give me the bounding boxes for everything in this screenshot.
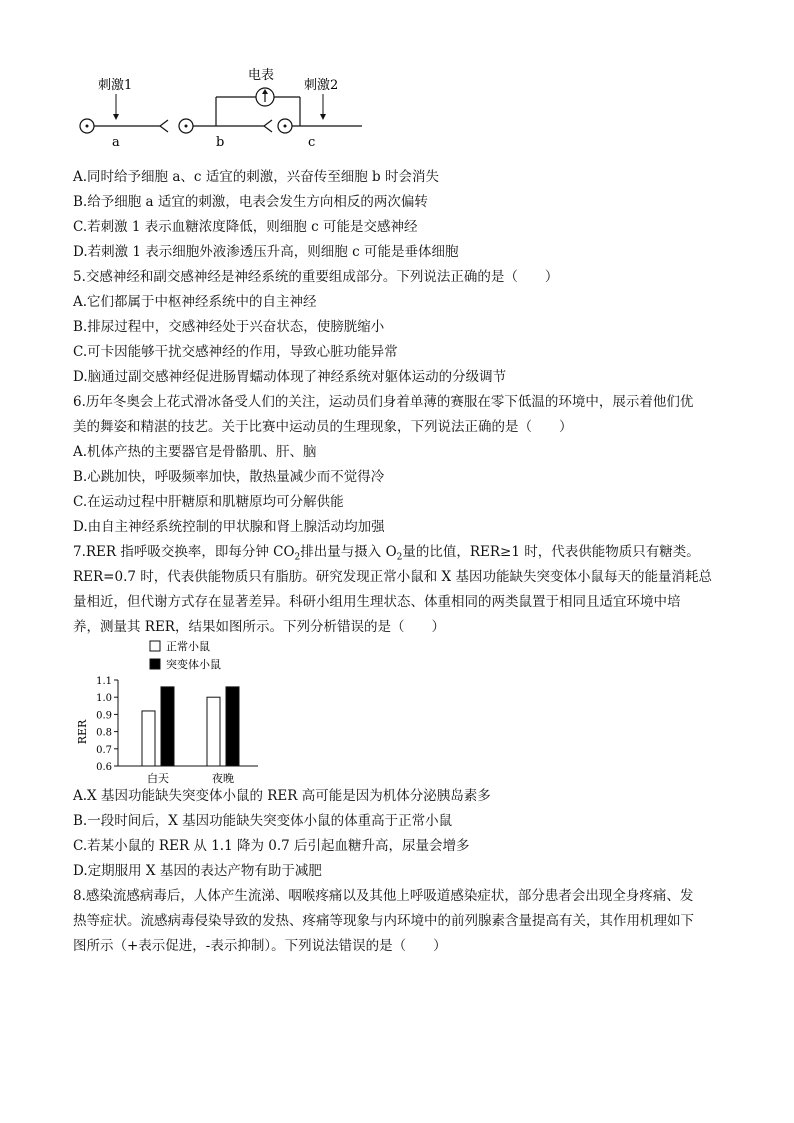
legend-label-mutant: 突变体小鼠 (166, 658, 221, 671)
x-category-label: 白天 (147, 772, 169, 785)
meter-label: 电表 (248, 68, 275, 83)
stimulus-1-label: 刺激1 (98, 78, 133, 93)
q4-option-c: C.若刺激 1 表示血糖浓度降低，则细胞 c 可能是交感神经 (73, 219, 418, 235)
q5-option-b: B.排尿过程中，交感神经处于兴奋状态，使膀胱缩小 (73, 319, 385, 335)
cell-a-label: a (112, 135, 120, 150)
x-category-label: 夜晚 (212, 772, 234, 785)
q4-option-d: D.若刺激 1 表示细胞外液渗透压升高，则细胞 c 可能是垂体细胞 (73, 244, 459, 260)
q7-option-c: C.若某小鼠的 RER 从 1.1 降为 0.7 后引起血糖升高，尿量会增多 (73, 838, 470, 854)
q7-stem-line-2: RER=0.7 时，代表供能物质只有脂肪。研究发现正常小鼠和 X 基因功能缺失突变体小鼠每天的能量消耗总 (73, 569, 712, 585)
y-tick-label: 1.1 (96, 676, 112, 687)
chart-legend (150, 639, 221, 671)
y-tick-label: 0.8 (96, 727, 112, 739)
q4-option-b: B.给予细胞 a 适宜的刺激，电表会发生方向相反的两次偏转 (73, 194, 428, 210)
q6-option-d: D.由自主神经系统控制的甲状腺和肾上腺活动均加强 (73, 519, 385, 535)
q6-option-b: B.心跳加快，呼吸频率加快，散热量减少而不觉得冷 (73, 469, 385, 485)
q7-stem-line-1: 7.RER 指呼吸交换率，即每分钟 $CO_2$排出量与摄入 $O_2$量的比值，RER≥1 时，代表供能物质只有糖类。 (73, 544, 700, 563)
stimulus-2-label: 刺激2 (304, 78, 339, 93)
q5-option-c: C.可卡因能够干扰交感神经的作用，导致心脏功能异常 (73, 344, 398, 360)
bar-normal-1 (207, 697, 220, 766)
q8-stem-line-3: 图所示（+表示促进，-表示抑制）。下列说法错误的是（ ） (73, 938, 447, 954)
y-tick-label: 0.9 (96, 710, 112, 722)
q4-option-a: A.同时给予细胞 a、c 适宜的刺激，兴奋传至细胞 b 时会消失 (73, 169, 439, 185)
neuron-diagram (68, 60, 388, 160)
legend-swatch-normal (150, 641, 160, 651)
cell-b-label: b (216, 135, 225, 150)
legend-swatch-mutant (150, 659, 160, 669)
cell-c-label: c (308, 135, 316, 150)
bar-normal-0 (142, 711, 155, 766)
q7-option-d: D.定期服用 X 基因的表达产物有助于减肥 (73, 863, 322, 879)
legend-label-normal: 正常小鼠 (166, 640, 210, 653)
q7-stem-line-3: 量相近，但代谢方式存在显著差异。科研小组用生理状态、体重相同的两类鼠置于相同且适宜环境中培 (73, 594, 681, 610)
q6-option-c: C.在运动过程中肝糖原和肌糖原均可分解供能 (73, 494, 344, 510)
q7-option-b: B.一段时间后，X 基因功能缺失突变体小鼠的体重高于正常小鼠 (73, 813, 453, 829)
q6-stem-line-1: 6.历年冬奥会上花式滑冰备受人们的关注，运动员们身着单薄的赛服在零下低温的环境中，展示着他们优 (73, 394, 694, 410)
y-axis-label: RER (76, 719, 89, 745)
rer-bar-chart (68, 636, 268, 786)
q5-option-a: A.它们都属于中枢神经系统中的自主神经 (73, 294, 317, 310)
q8-stem-line-1: 8.感染流感病毒后，人体产生流涕、咽喉疼痛以及其他上呼吸道感染症状，部分患者会出现全身疼痛、发 (73, 888, 694, 904)
bar-mutant-0 (161, 687, 174, 766)
bar-mutant-1 (226, 687, 239, 766)
q7-stem-line-4: 养，测量其 RER，结果如图所示。下列分析错误的是（ ） (73, 619, 445, 635)
y-tick-label: 0.6 (96, 762, 112, 773)
q7-option-a: A.X 基因功能缺失突变体小鼠的 RER 高可能是因为机体分泌胰岛素多 (73, 788, 491, 804)
y-tick-label: 0.7 (96, 744, 112, 756)
q5-stem: 5.交感神经和副交感神经是神经系统的重要组成部分。下列说法正确的是（ ） (73, 269, 559, 285)
q8-stem-line-2: 热等症状。流感病毒侵染导致的发热、疼痛等现象与内环境中的前列腺素含量提高有关，其作用机理如下 (73, 913, 694, 929)
q5-option-d: D.脑通过副交感神经促进肠胃蠕动体现了神经系统对躯体运动的分级调节 (73, 369, 507, 385)
y-tick-label: 1.0 (96, 693, 112, 705)
q6-option-a: A.机体产热的主要器官是骨骼肌、肝、脑 (73, 444, 317, 460)
q6-stem-line-2: 美的舞姿和精湛的技艺。关于比赛中运动员的生理现象，下列说法正确的是（ ） (73, 419, 573, 435)
